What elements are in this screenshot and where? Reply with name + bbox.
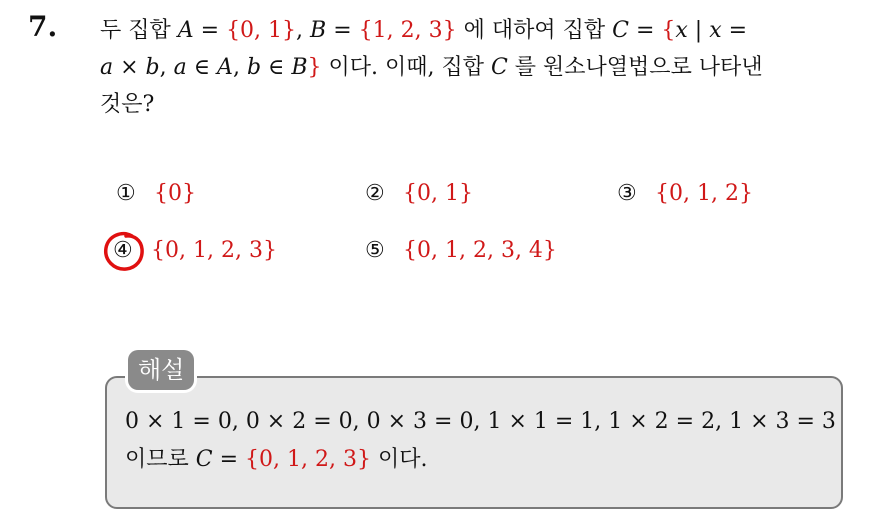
equals: = <box>193 18 227 43</box>
set-B: B <box>310 18 327 43</box>
question-line-2 <box>100 49 860 86</box>
text: 이므로 <box>125 447 196 472</box>
choice-mark: ① <box>116 181 136 206</box>
set-B-elements: {1, 2, 3} <box>358 18 457 43</box>
choice-mark: ② <box>365 181 385 206</box>
var-x: x <box>675 18 688 43</box>
set-A: A <box>217 55 233 80</box>
brace-open: { <box>661 18 676 43</box>
equals: = <box>326 18 359 43</box>
question-stem <box>100 12 860 123</box>
choice-mark: ④ <box>113 238 133 263</box>
solution-line-1: 0 × 1 = 0, 0 × 2 = 0, 0 × 3 = 0, 1 × 1 = 1, 1 × 2 = 2, 1 × 3 = 3 <box>125 409 836 434</box>
set-C: C <box>490 55 508 80</box>
solution-text <box>125 403 836 479</box>
text: 에 대하여 집합 <box>456 18 613 43</box>
comma: , <box>296 18 311 43</box>
choice-3[interactable] <box>617 181 753 206</box>
solution-tag: 해설 <box>128 350 194 390</box>
text: 두 집합 <box>100 18 178 43</box>
equals: = <box>628 18 662 43</box>
question-line-3: 것은? <box>100 92 155 117</box>
equals: = <box>212 447 246 472</box>
comma: , <box>232 55 247 80</box>
brace-close: } <box>307 55 322 80</box>
choice-1[interactable] <box>116 181 196 206</box>
choice-mark: ⑤ <box>365 238 385 263</box>
solution-line-2 <box>125 441 836 479</box>
comma: , <box>159 55 174 80</box>
choice-value: {0, 1, 2} <box>655 181 753 206</box>
set-B: B <box>291 55 308 80</box>
question-number: 7. <box>28 10 58 43</box>
choice-value: {0, 1, 2, 3} <box>151 238 277 263</box>
choice-value: {0} <box>154 181 196 206</box>
var-b: b <box>246 55 262 80</box>
set-C: C <box>612 18 629 43</box>
set-A: A <box>177 18 194 43</box>
set-A-elements: {0, 1} <box>226 18 297 43</box>
solution-set: {0, 1, 2, 3} <box>245 447 371 472</box>
answer-circle-mark <box>102 230 146 274</box>
text: 를 원소나열법으로 나타낸 <box>507 55 763 80</box>
text: 이다. 이때, 집합 <box>321 55 491 80</box>
choice-5[interactable] <box>365 238 557 263</box>
choice-value: {0, 1} <box>403 181 473 206</box>
element-of: ∈ <box>186 55 218 80</box>
var-x: x <box>709 18 722 43</box>
choice-value: {0, 1, 2, 3, 4} <box>403 238 557 263</box>
var-a: a <box>173 55 187 80</box>
question-line-1 <box>100 12 860 49</box>
equals: = <box>721 18 748 43</box>
choice-2[interactable] <box>365 181 473 206</box>
bar: | <box>687 18 710 43</box>
set-C: C <box>195 447 213 472</box>
choice-mark: ③ <box>617 181 637 206</box>
element-of: ∈ <box>261 55 292 80</box>
var-b: b <box>145 55 160 80</box>
var-a: a <box>100 55 114 80</box>
text: 이다. <box>370 447 428 472</box>
times: × <box>113 55 146 80</box>
